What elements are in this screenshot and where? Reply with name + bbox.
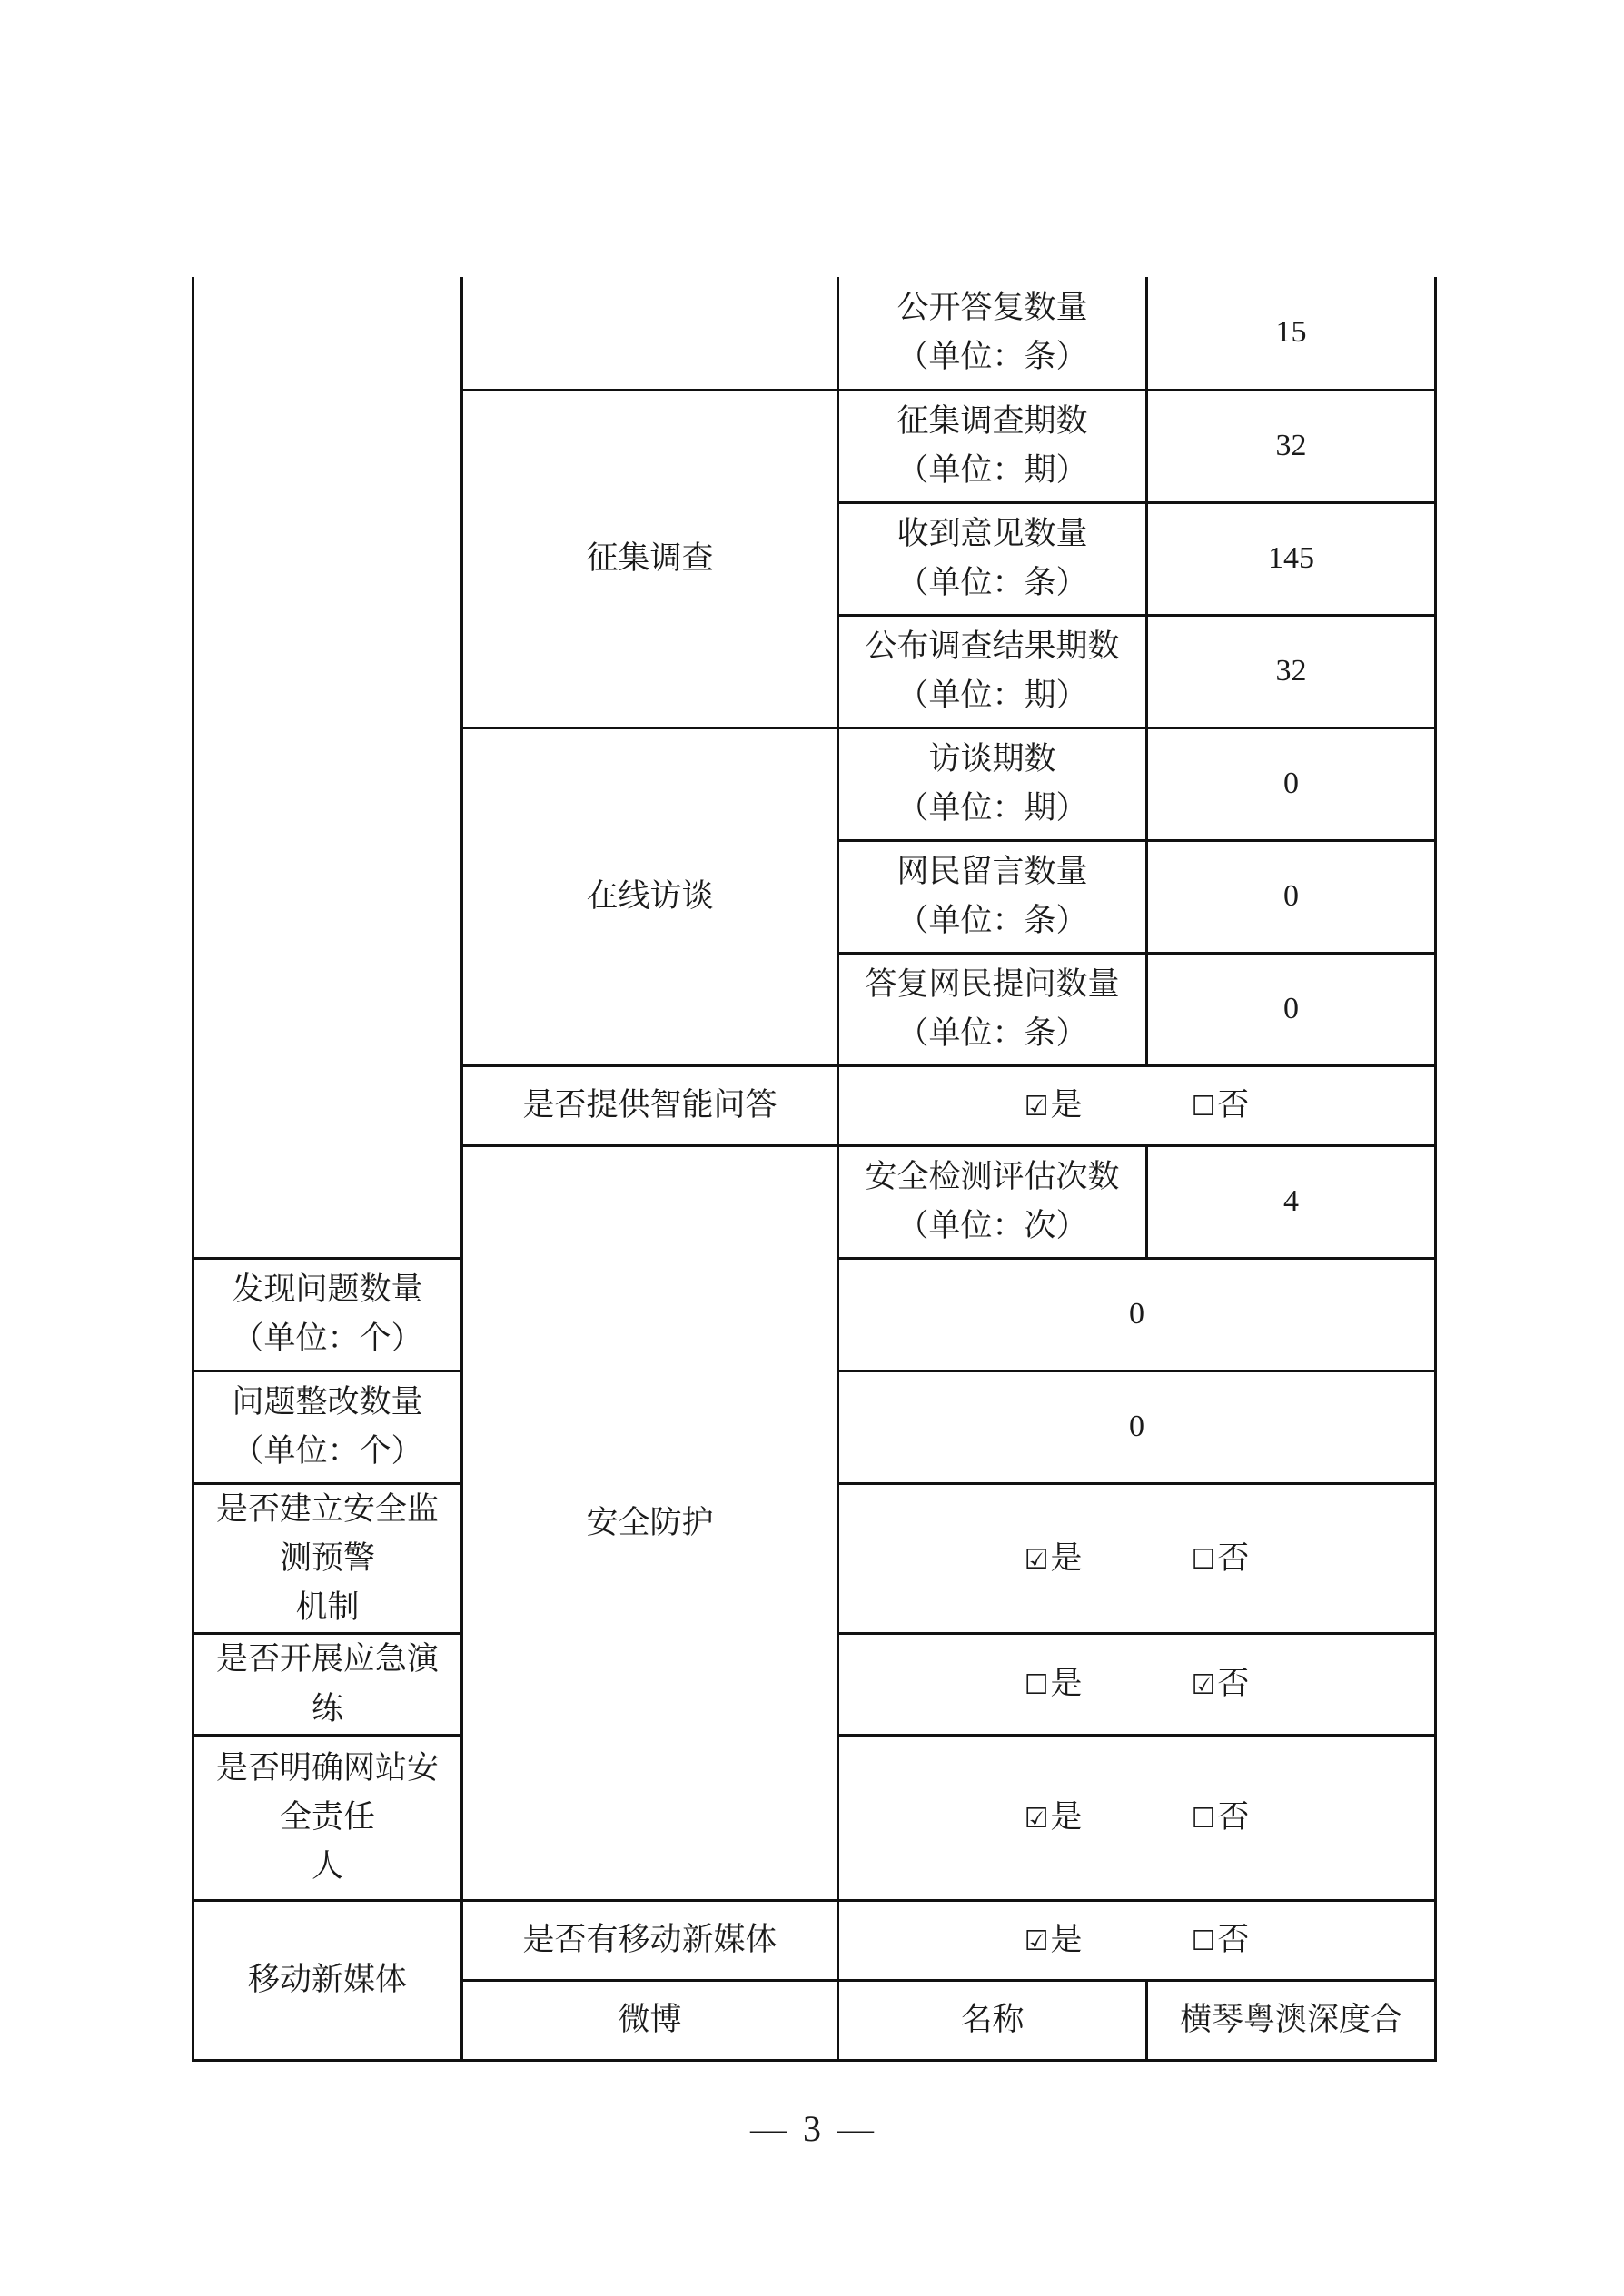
metric-value: 0 [838,1258,1436,1371]
question-label: 是否建立安全监测预警 [215,1490,439,1577]
new-media-group-label: 移动新媒体 [193,1900,462,2060]
yes-option[interactable]: ☐是 [1024,1666,1083,1703]
drills-choice [838,1634,1436,1736]
metric-value: 0 [838,1371,1436,1483]
metric-unit: （单位：条） [896,1015,1088,1052]
metric-label: 网民留言数量 [896,853,1088,890]
checkbox-icon: ☑ [1024,1543,1049,1576]
solicitation-group-label: 征集调查 [462,390,838,727]
statistics-table [192,277,1437,2062]
checkbox-icon: ☑ [1191,1669,1216,1702]
metric-label-cell [838,277,1147,390]
metric-label-cell [838,727,1147,840]
no-option[interactable]: ☐否 [1191,1539,1250,1577]
metric-label-cell [838,390,1147,502]
metric-value: 145 [1147,502,1436,615]
no-option[interactable]: ☑否 [1191,1666,1250,1703]
metric-label: 公布调查结果期数 [865,628,1120,665]
metric-label-cell [838,1145,1147,1258]
yes-option[interactable]: ☑是 [1024,1086,1083,1123]
security-group-label: 安全防护 [462,1145,838,1900]
metric-label-cell [838,502,1147,615]
monitoring-label-cell [193,1483,462,1634]
no-option[interactable]: ☐否 [1191,1086,1250,1123]
continued-subcategory-cell [462,277,838,390]
checkbox-icon: ☑ [1024,1803,1049,1836]
smart-qa-label: 是否提供智能问答 [462,1065,838,1145]
metric-label-cell [838,840,1147,953]
metric-unit: （单位：期） [896,790,1088,826]
checkbox-icon: ☑ [1024,1925,1049,1958]
drills-label: 是否开展应急演练 [193,1634,462,1736]
responsible-label-cell [193,1735,462,1900]
metric-label: 答复网民提问数量 [865,965,1120,1003]
metric-value: 15 [1147,277,1436,390]
continued-category-cell [193,277,462,1258]
table-row [193,1900,1436,1980]
metric-label-cell [838,615,1147,727]
question-label: 是否明确网站安全责任 [215,1749,439,1836]
metric-value: 0 [1147,953,1436,1065]
yes-option[interactable]: ☑是 [1024,1539,1083,1577]
responsible-choice [838,1735,1436,1900]
table-row [193,277,1436,390]
weibo-name-label: 名称 [838,1980,1147,2060]
checkbox-icon: ☐ [1191,1090,1216,1123]
page-dash-left: — [750,2108,787,2149]
metric-label: 征集调查期数 [896,402,1088,440]
metric-value: 0 [1147,840,1436,953]
page-number-value: 3 [803,2108,821,2149]
checkbox-icon: ☑ [1024,1090,1049,1123]
metric-label: 问题整改数量 [232,1383,423,1420]
metric-label-cell [193,1371,462,1483]
metric-label: 访谈期数 [928,740,1056,777]
no-option[interactable]: ☐否 [1191,1922,1250,1959]
metric-unit: （单位：次） [896,1208,1088,1244]
metric-value: 32 [1147,390,1436,502]
metric-label: 公开答复数量 [896,290,1088,326]
no-option[interactable]: ☐否 [1191,1799,1250,1836]
metric-label: 收到意见数量 [896,515,1088,552]
metric-value: 0 [1147,727,1436,840]
monitoring-choice [838,1483,1436,1634]
weibo-name-value: 横琴粤澳深度合 [1147,1980,1436,2060]
checkbox-icon: ☐ [1191,1925,1216,1958]
yes-option[interactable]: ☑是 [1024,1799,1083,1836]
metric-unit: （单位：期） [896,678,1088,714]
page-dash-right: — [837,2108,874,2149]
question-label: 机制 [295,1589,360,1626]
metric-label-cell [838,953,1147,1065]
metric-label: 发现问题数量 [232,1271,423,1308]
metric-label-cell [193,1258,462,1371]
yes-option[interactable]: ☑是 [1024,1922,1083,1959]
checkbox-icon: ☐ [1191,1543,1216,1576]
metric-unit: （单位：条） [896,903,1088,939]
checkbox-icon: ☐ [1024,1669,1049,1702]
question-label: 人 [311,1848,343,1885]
has-media-label: 是否有移动新媒体 [462,1900,838,1980]
has-media-choice [838,1900,1436,1980]
metric-value: 4 [1147,1145,1436,1258]
metric-unit: （单位：期） [896,452,1088,489]
metric-unit: （单位：个） [232,1321,423,1357]
metric-value: 32 [1147,615,1436,727]
online-interview-group-label: 在线访谈 [462,727,838,1065]
checkbox-icon: ☐ [1191,1803,1216,1836]
metric-unit: （单位：条） [896,339,1088,376]
smart-qa-choice [838,1065,1436,1145]
weibo-label: 微博 [462,1980,838,2060]
metric-unit: （单位：条） [896,565,1088,601]
metric-label: 安全检测评估次数 [865,1158,1120,1195]
page-number [0,2107,1624,2150]
metric-unit: （单位：个） [232,1433,423,1470]
